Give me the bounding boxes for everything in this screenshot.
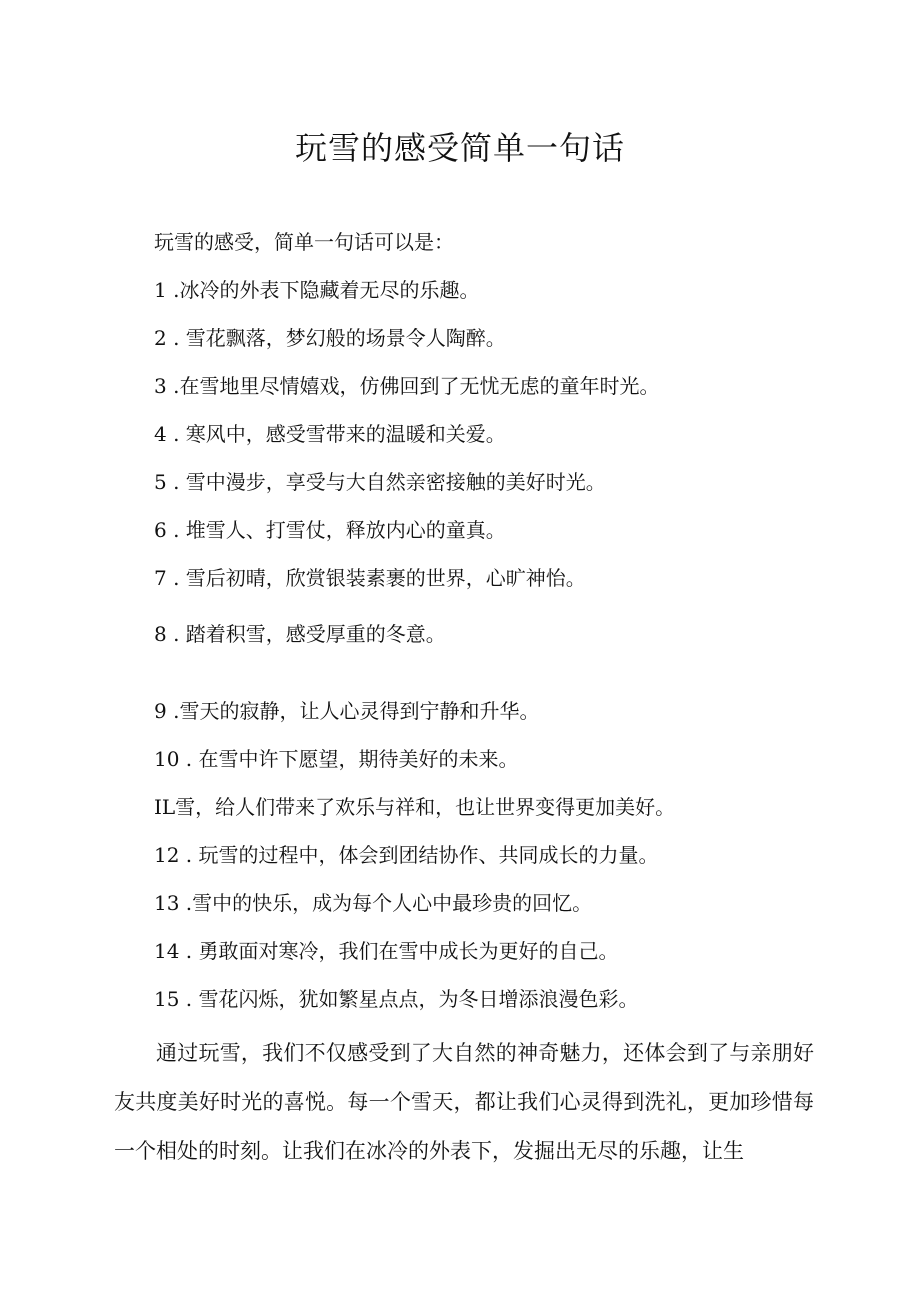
list-item: 5 . 雪中漫步，享受与大自然亲密接触的美好时光。 <box>154 470 606 494</box>
list-item: 8 . 踏着积雪，感受厚重的冬意。 <box>154 622 446 646</box>
list-item: 14 . 勇敢面对寒冷，我们在雪中成长为更好的自己。 <box>154 939 619 963</box>
list-item: 6 . 堆雪人、打雪仗，释放内心的童真。 <box>154 518 506 542</box>
list-item: 12 . 玩雪的过程中，体会到团结协作、共同成长的力量。 <box>154 843 659 867</box>
list-item: 4 . 寒风中，感受雪带来的温暖和关爱。 <box>154 422 506 446</box>
document-title: 玩雪的感受简单一句话 <box>294 129 625 167</box>
list-item: 15 . 雪花闪烁，犹如繁星点点，为冬日增添浪漫色彩。 <box>154 987 639 1011</box>
list-item: 10 . 在雪中许下愿望，期待美好的未来。 <box>154 747 519 771</box>
list-item: 7 . 雪后初晴，欣赏银装素裹的世界，心旷神怡。 <box>154 566 586 590</box>
closing-paragraph: 通过玩雪，我们不仅感受到了大自然的神奇魅力，还体会到了与亲朋好友共度美好时光的喜悦。每一个雪天，都让我们心灵得到洗礼，更加珍惜每一个相处的时刻。让我们在冰冷的外表下，发掘出无尽的乐趣，让生 <box>114 1041 814 1163</box>
list-item: IL雪，给人们带来了欢乐与祥和，也让世界变得更加美好。 <box>154 795 676 819</box>
list-item: 3 .在雪地里尽情嬉戏，仿佛回到了无忧无虑的童年时光。 <box>154 374 660 398</box>
list-item: 9 .雪天的寂静，让人心灵得到宁静和升华。 <box>154 699 540 723</box>
list-item: 13 .雪中的快乐，成为每个人心中最珍贵的回忆。 <box>154 891 593 915</box>
list-item: 1 .冰冷的外表下隐藏着无尽的乐趣。 <box>154 278 480 302</box>
intro-line: 玩雪的感受，简单一句话可以是： <box>154 230 454 254</box>
list-item: 2 . 雪花飘落，梦幻般的场景令人陶醉。 <box>154 326 506 350</box>
